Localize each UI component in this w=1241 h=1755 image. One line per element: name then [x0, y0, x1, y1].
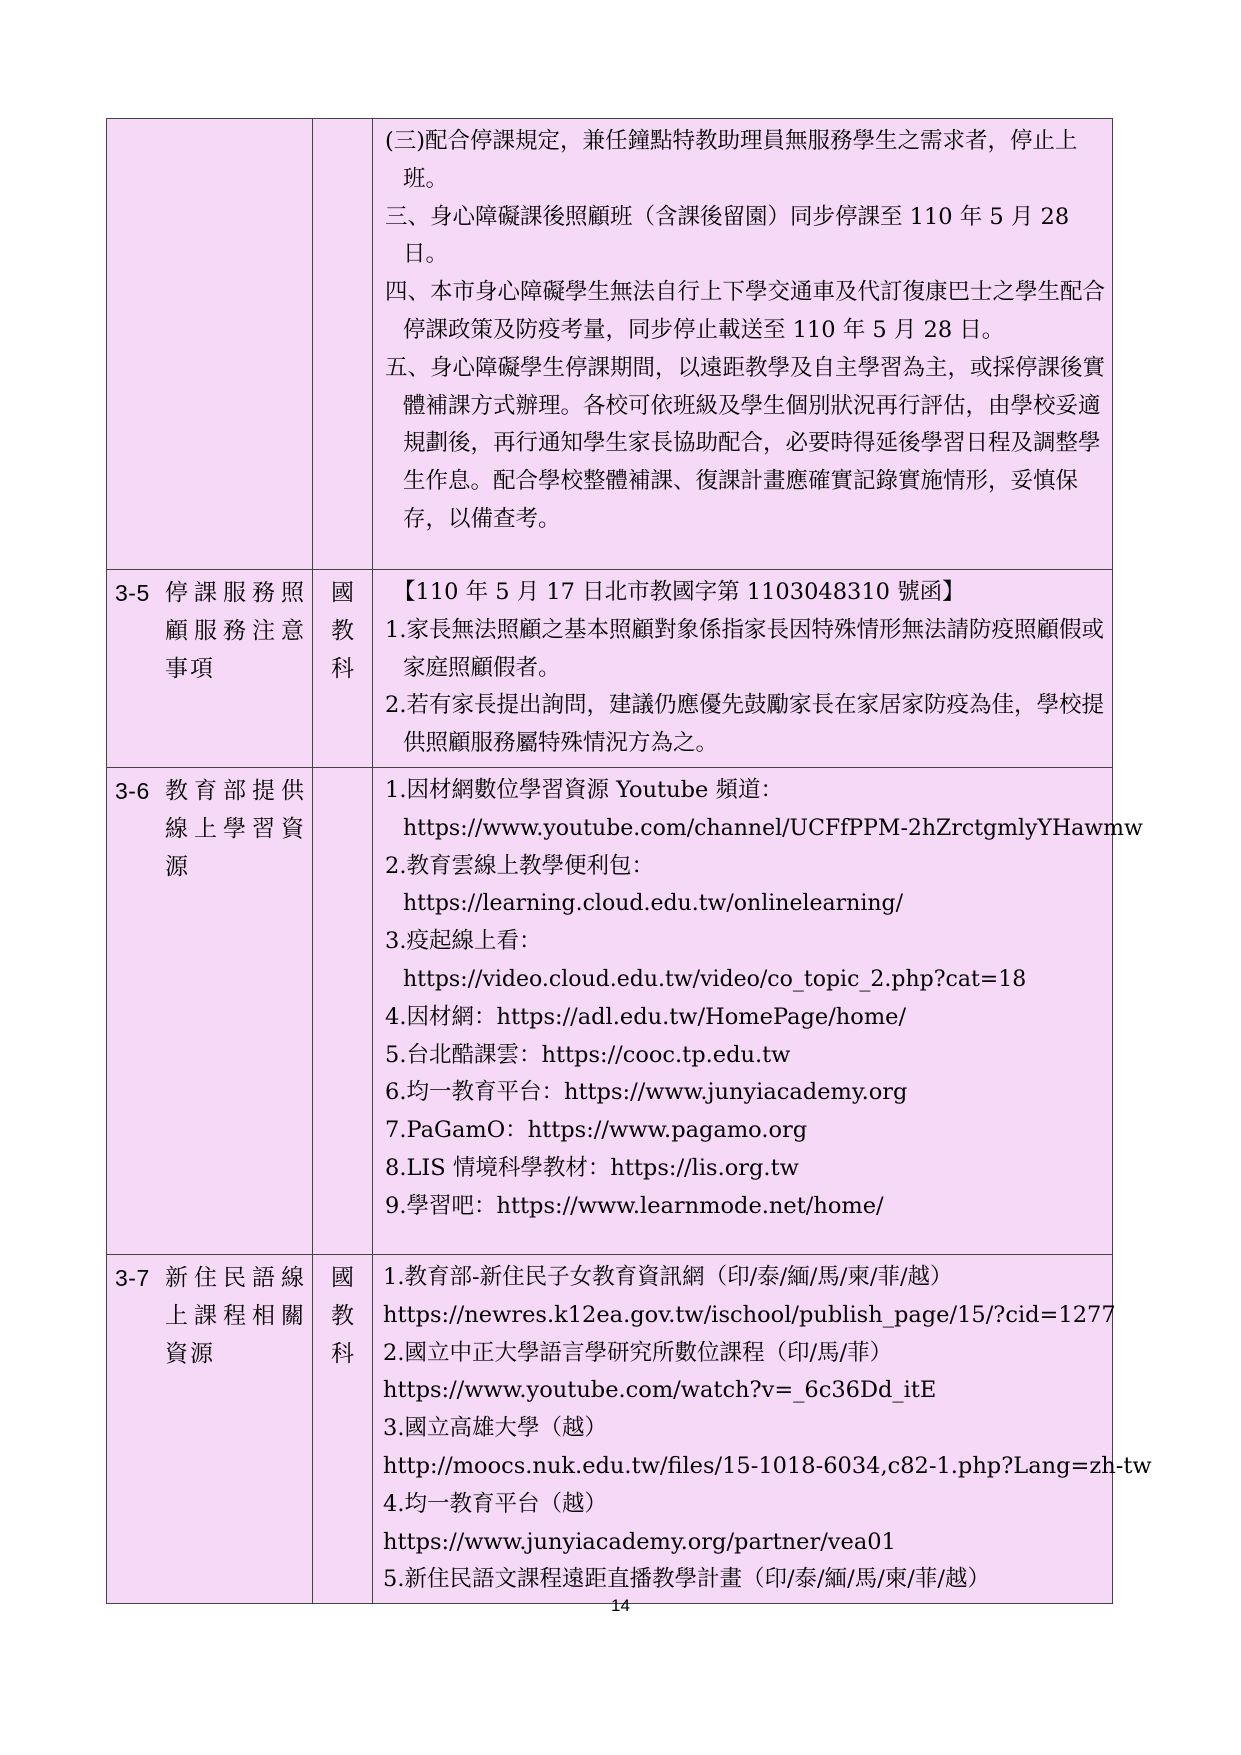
table-row [107, 570, 1113, 768]
resource-label: 3.國立高雄大學（越） [383, 1415, 607, 1442]
unit-cell [313, 119, 373, 570]
item-title: 新住民語線上課程相關資源 [165, 1264, 306, 1367]
unit-char: 教 [331, 618, 354, 644]
topic-cell [107, 119, 313, 570]
unit-cell [313, 767, 373, 1254]
topic-cell [107, 570, 313, 768]
table-row [107, 1254, 1113, 1603]
item-number: 3-7 [115, 1264, 150, 1291]
resource-link[interactable]: http://moocs.nuk.edu.tw/files/15-1018-6034,c82-1.php?Lang=zh-tw [383, 1452, 1152, 1479]
table-row [107, 767, 1113, 1254]
resource-item[interactable]: 6.均一教育平台：https://www.junyiacademy.org [385, 1079, 908, 1106]
content-cell [373, 1254, 1152, 1603]
paragraph: 2.若有家長提出詢問，建議仍應優先鼓勵家長在家居家防疫為佳，學校提供照顧服務屬特殊情況方為之。 [385, 692, 1104, 757]
resource-link[interactable]: https://www.youtube.com/watch?v=_6c36Dd_itE [383, 1377, 937, 1404]
content-cell [373, 119, 1113, 570]
resource-item[interactable]: 8.LIS 情境科學教材：https://lis.org.tw [385, 1154, 799, 1181]
resource-label: 4.均一教育平台（越） [383, 1490, 607, 1517]
item-title: 停課服務照顧服務注意事項 [165, 580, 306, 682]
unit-cell [313, 1254, 373, 1603]
resource-item[interactable]: 5.台北酷課雲：https://cooc.tp.edu.tw [385, 1041, 791, 1068]
paragraph: 四、本市身心障礙學生無法自行上下學交通車及代訂復康巴士之學生配合停課政策及防疫考量，同步停止載送至 110 年 5 月 28 日。 [385, 279, 1106, 343]
resource-item[interactable]: 4.因材網：https://adl.edu.tw/HomePage/home/ [385, 1003, 907, 1030]
resource-item[interactable]: 9.學習吧：https://www.learnmode.net/home/ [385, 1192, 884, 1219]
document-table [106, 118, 1152, 1604]
paragraph: 三、身心障礙課後照顧班（含課後留園）同步停課至 110 年 5 月 28 日。 [385, 203, 1070, 268]
item-number: 3-5 [115, 580, 150, 606]
resource-label: 2.國立中正大學語言學研究所數位課程（印/馬/菲） [383, 1339, 893, 1366]
topic-cell [107, 1254, 313, 1603]
document-reference: 【110 年 5 月 17 日北市教國字第 1103048310 號函】 [393, 579, 965, 605]
resource-link[interactable]: https://www.youtube.com/channel/UCFfPPM-2hZrctgmlyYHawmw [403, 815, 1143, 841]
resource-link[interactable]: https://newres.k12ea.gov.tw/ischool/publish_page/15/?cid=1277 [383, 1301, 1116, 1328]
content-cell [373, 767, 1143, 1254]
resource-link[interactable]: https://www.junyiacademy.org/partner/vea01 [383, 1528, 896, 1555]
table-row [107, 119, 1113, 570]
resource-label: 1.因材網數位學習資源 Youtube 頻道： [385, 776, 783, 803]
unit-char: 科 [331, 1340, 354, 1367]
unit-cell [313, 570, 373, 768]
unit-char: 國 [331, 1264, 354, 1291]
resource-item[interactable]: 7.PaGamO：https://www.pagamo.org [385, 1117, 808, 1144]
topic-cell [107, 767, 313, 1254]
resource-label: 5.新住民語文課程遠距直播教學計畫（印/泰/緬/馬/柬/菲/越） [383, 1566, 990, 1593]
paragraph: 五、身心障礙學生停課期間，以遠距教學及自主學習為主，或採停課後實體補課方式辦理。各校可依班級及學生個別狀況再行評估，由學校妥適規劃後，再行通知學生家長協助配合，必要時得延後學習日程及調整學生作息。配合學校整體補課、復課計畫應確實記錄實施情形，妥慎保存，以備查考。 [385, 354, 1106, 532]
resource-link[interactable]: https://video.cloud.edu.tw/video/co_topic_2.php?cat=18 [403, 966, 1027, 992]
resource-label: 1.教育部-新住民子女教育資訊網（印/泰/緬/馬/柬/菲/越） [383, 1263, 953, 1290]
page-number: 14 [611, 1596, 630, 1615]
content-cell [373, 570, 1113, 768]
resource-label: 3.疫起線上看： [385, 928, 542, 955]
item-number: 3-6 [115, 777, 150, 804]
item-title: 教育部提供線上學習資源 [165, 777, 306, 880]
unit-char: 國 [331, 580, 354, 606]
paragraph: (三)配合停課規定，兼任鐘點特教助理員無服務學生之需求者，停止上班。 [385, 128, 1078, 192]
unit-char: 教 [331, 1302, 354, 1329]
paragraph: 1.家長無法照顧之基本照顧對象係指家長因特殊情形無法請防疫照顧假或家庭照顧假者。 [385, 616, 1104, 681]
resource-link[interactable]: https://learning.cloud.edu.tw/onlinelearning/ [403, 891, 904, 917]
unit-char: 科 [331, 656, 354, 682]
resource-label: 2.教育雲線上教學便利包： [385, 852, 654, 879]
